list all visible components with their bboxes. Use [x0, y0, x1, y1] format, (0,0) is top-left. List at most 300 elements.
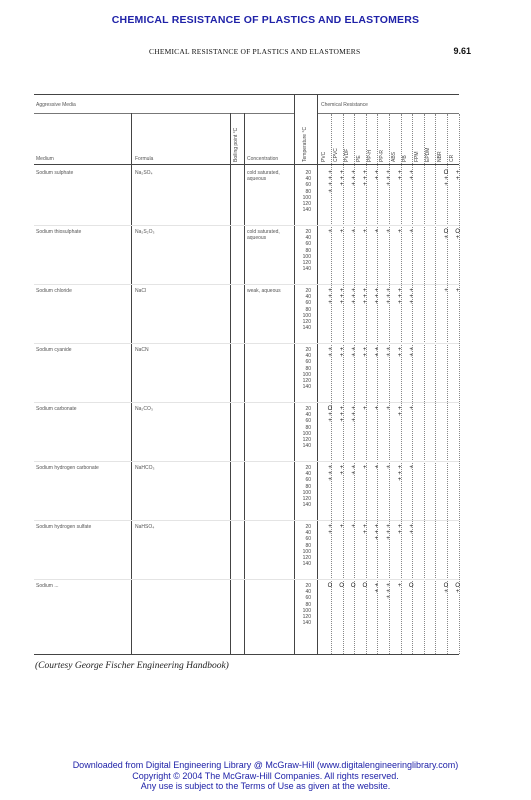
rating-symbol: +: [386, 294, 390, 301]
rating-symbol: +: [374, 288, 379, 294]
resistance-ratings: [360, 288, 370, 307]
resistance-ratings: [395, 465, 405, 484]
resistance-ratings: [325, 406, 335, 425]
row-separator: [34, 343, 459, 344]
header-pp-h: PP-H: [367, 150, 374, 162]
resistance-ratings: [406, 288, 416, 307]
temperature-value: 120: [302, 614, 311, 621]
rating-symbol: +: [386, 229, 390, 235]
rating-symbol: +: [386, 353, 390, 360]
footer-line-copyright: Copyright © 2004 The McGraw-Hill Companies. All rights reserved.: [132, 770, 399, 781]
resistance-ratings: [441, 583, 451, 595]
temperature-value: 80: [305, 601, 311, 608]
rating-symbol: +: [363, 465, 367, 471]
rating-symbol: +: [374, 294, 379, 301]
table-top-rule: [34, 94, 459, 95]
resistance-ratings: [371, 170, 381, 182]
header-boiling-point: Boiling point °C: [233, 127, 239, 162]
temperature-value: 120: [302, 378, 311, 385]
resistance-ratings: [383, 465, 393, 471]
resistance-ratings: [441, 229, 451, 241]
row-separator: [34, 225, 459, 226]
rating-symbol: +: [386, 595, 390, 602]
rating-symbol: +: [397, 170, 402, 176]
formula: NaCl: [135, 288, 147, 294]
rating-symbol: +: [386, 182, 390, 189]
concentration: weak, aqueous: [247, 288, 281, 294]
medium-name: Sodium chloride: [36, 288, 72, 294]
row-separator: [34, 579, 459, 580]
rating-symbol: +: [328, 477, 332, 484]
rating-symbol: +: [374, 347, 379, 353]
formula: NaCN: [135, 347, 149, 353]
resistance-ratings: [337, 170, 347, 189]
medium-name: Sodium sulphate: [36, 170, 74, 176]
temperature-value: 20: [305, 288, 311, 294]
temperature-value: 120: [302, 437, 311, 444]
resistance-ratings: [360, 465, 370, 471]
rating-symbol: +: [397, 530, 402, 537]
resistance-ratings: [348, 288, 358, 307]
rating-symbol: +: [444, 235, 448, 242]
rating-symbol: +: [339, 412, 344, 419]
temperature-value: 60: [305, 595, 311, 602]
rating-symbol: +: [386, 524, 390, 530]
resistance-ratings: [325, 524, 335, 536]
resistance-ratings: [360, 170, 370, 189]
temperature-value: 120: [302, 201, 311, 208]
temperature-value: 60: [305, 359, 311, 366]
resistance-col-guide: [412, 114, 413, 654]
rating-symbol: +: [397, 465, 402, 471]
rating-symbol: +: [409, 176, 413, 183]
header-nbr: NBR: [437, 151, 443, 162]
temperature-list: [297, 288, 311, 331]
resistance-ratings: [325, 288, 335, 307]
resistance-ratings: [337, 465, 347, 477]
col-divider-formula: [131, 113, 132, 654]
resistance-ratings: [453, 229, 463, 241]
rating-symbol: +: [397, 294, 402, 301]
resistance-ratings: [383, 406, 393, 412]
rating-symbol: +: [351, 294, 355, 301]
rating-symbol: +: [397, 406, 402, 412]
temperature-value: 20: [305, 465, 311, 471]
col-divider-temperature: [294, 94, 295, 654]
rating-symbol: +: [397, 471, 402, 478]
resistance-ratings: [348, 347, 358, 359]
rating-symbol: +: [363, 182, 367, 189]
temperature-value: 60: [305, 418, 311, 425]
resistance-ratings: [383, 229, 393, 235]
rating-symbol: O: [455, 229, 460, 235]
temperature-value: 40: [305, 471, 311, 478]
temperature-value: 80: [305, 424, 311, 431]
rating-symbol: +: [455, 170, 460, 176]
rating-symbol: +: [351, 406, 355, 412]
rating-symbol: +: [444, 182, 448, 189]
rating-symbol: +: [328, 294, 332, 301]
temperature-value: 100: [302, 371, 311, 378]
rating-symbol: +: [363, 406, 367, 412]
temperature-value: 60: [305, 477, 311, 484]
rating-symbol: +: [374, 583, 379, 589]
rating-symbol: +: [351, 347, 355, 353]
row-separator: [34, 402, 459, 403]
rating-symbol: +: [339, 353, 344, 360]
rating-symbol: +: [409, 530, 413, 537]
resistance-col-guide: [447, 114, 448, 654]
rating-symbol: +: [386, 288, 390, 294]
temperature-value: 20: [305, 524, 311, 530]
resistance-ratings: [348, 406, 358, 425]
temperature-value: 80: [305, 483, 311, 490]
temperature-value: 40: [305, 412, 311, 419]
temperature-value: 20: [305, 170, 311, 176]
temperature-value: 100: [302, 253, 311, 260]
medium-name: Sodium hydrogen carbonate: [36, 465, 99, 471]
rating-symbol: +: [339, 288, 344, 294]
formula: Na₂SO₄: [135, 170, 153, 176]
col-divider-concentration: [244, 113, 245, 654]
resistance-ratings: [453, 288, 463, 294]
temperature-value: 100: [302, 430, 311, 437]
rating-symbol: +: [409, 170, 413, 176]
formula: NaHCO₃: [135, 465, 155, 471]
resistance-ratings: [337, 406, 347, 425]
rating-symbol: +: [386, 465, 390, 471]
rating-symbol: O: [362, 583, 368, 589]
rating-symbol: +: [397, 229, 402, 235]
formula: NaHSO₄: [135, 524, 155, 530]
resistance-ratings: [371, 465, 381, 471]
resistance-ratings: [383, 347, 393, 359]
rating-symbol: +: [328, 288, 332, 294]
resistance-ratings: [406, 170, 416, 182]
rating-symbol: +: [374, 536, 379, 543]
resistance-ratings: [406, 347, 416, 359]
header-pp-r: PP-R: [379, 150, 385, 162]
header-concentration: Concentration: [247, 156, 279, 162]
rating-symbol: +: [386, 347, 390, 353]
rating-symbol: +: [409, 353, 413, 360]
resistance-ratings: [337, 229, 347, 235]
resistance-ratings: [371, 583, 381, 595]
rating-symbol: +: [351, 353, 355, 360]
resistance-col-guide: [366, 114, 367, 654]
header-medium: Medium: [36, 156, 54, 162]
group-rule-left: [34, 113, 294, 114]
resistance-ratings: [348, 583, 358, 589]
rating-symbol: +: [397, 353, 402, 360]
rating-symbol: +: [328, 182, 332, 189]
resistance-ratings: [337, 347, 347, 359]
header-cpvc: CPVC: [332, 148, 339, 162]
resistance-ratings: [348, 229, 358, 235]
resistance-ratings: [395, 347, 405, 359]
medium-name: Sodium thiosulphate: [36, 229, 82, 235]
rating-symbol: +: [444, 589, 448, 596]
rating-symbol: +: [351, 418, 355, 425]
rating-symbol: +: [374, 170, 379, 176]
resistance-ratings: [337, 583, 347, 589]
rating-symbol: +: [409, 465, 413, 471]
temperature-value: 120: [302, 496, 311, 503]
temperature-value: 40: [305, 530, 311, 537]
rating-symbol: +: [339, 170, 344, 176]
temperature-value: 80: [305, 247, 311, 254]
rating-symbol: +: [351, 229, 355, 235]
resistance-ratings: [371, 524, 381, 543]
resistance-ratings: [453, 170, 463, 182]
rating-symbol: +: [455, 235, 460, 242]
resistance-ratings: [371, 229, 381, 235]
rating-symbol: O: [443, 583, 449, 589]
rating-symbol: +: [374, 300, 379, 307]
temperature-value: 40: [305, 176, 311, 183]
rating-symbol: +: [363, 170, 367, 176]
header-pvdf: PVDF: [344, 148, 351, 162]
rating-symbol: +: [444, 176, 448, 183]
rating-symbol: +: [339, 347, 344, 353]
rating-symbol: +: [339, 229, 344, 235]
col-divider-resistance: [317, 94, 318, 654]
temperature-list: [297, 406, 311, 449]
rating-symbol: +: [363, 288, 367, 294]
rating-symbol: +: [351, 182, 355, 189]
header-pe: PE: [355, 155, 362, 162]
rating-symbol: +: [351, 412, 355, 419]
temperature-value: 100: [302, 607, 311, 614]
rating-symbol: +: [374, 589, 379, 596]
col-divider-boiling: [230, 113, 231, 654]
rating-symbol: +: [409, 347, 413, 353]
footer-line-download[interactable]: Downloaded from Digital Engineering Library @ McGraw-Hill (www.digitalengineeringlibrary.com): [72, 760, 459, 770]
resistance-ratings: [360, 583, 370, 589]
temperature-value: 60: [305, 182, 311, 189]
rating-symbol: +: [328, 229, 332, 235]
rating-symbol: +: [363, 176, 367, 183]
formula: Na₂S₂O₃: [135, 229, 155, 235]
temperature-value: 140: [302, 266, 311, 273]
rating-symbol: +: [339, 465, 344, 471]
temperature-list: [297, 170, 311, 213]
rating-symbol: +: [386, 176, 390, 183]
rating-symbol: +: [339, 294, 344, 301]
resistance-ratings: [348, 465, 358, 477]
rating-symbol: +: [455, 176, 460, 183]
rating-symbol: +: [386, 536, 390, 543]
temperature-value: 140: [302, 384, 311, 391]
courtesy-note: (Courtesy George Fischer Engineering Handbook): [35, 661, 229, 671]
temperature-value: 40: [305, 294, 311, 301]
rating-symbol: +: [397, 477, 402, 484]
resistance-ratings: [325, 583, 335, 589]
row-separator: [34, 461, 459, 462]
resistance-ratings: [406, 583, 416, 589]
temperature-list: [297, 524, 311, 567]
temperature-value: 40: [305, 589, 311, 596]
rating-symbol: +: [409, 524, 413, 530]
temperature-value: 140: [302, 561, 311, 568]
rating-symbol: +: [339, 524, 344, 530]
rating-symbol: +: [351, 176, 355, 183]
temperature-value: 100: [302, 548, 311, 555]
header-epdm: EPDM: [425, 147, 432, 162]
temperature-value: 80: [305, 365, 311, 372]
resistance-ratings: [360, 406, 370, 412]
temperature-value: 120: [302, 319, 311, 326]
temperature-list: [297, 229, 311, 272]
rating-symbol: +: [339, 300, 344, 307]
rating-symbol: +: [328, 412, 332, 419]
header-formula: Formula: [135, 156, 154, 162]
resistance-col-guide: [377, 114, 378, 654]
rating-symbol: +: [409, 229, 413, 235]
concentration: cold saturated, aqueous: [247, 229, 280, 241]
resistance-col-guide: [459, 114, 460, 654]
resistance-ratings: [395, 229, 405, 235]
resistance-ratings: [325, 229, 335, 235]
rating-symbol: +: [409, 406, 413, 412]
rating-symbol: +: [328, 188, 332, 195]
rating-symbol: +: [397, 347, 402, 353]
rating-symbol: +: [351, 170, 355, 176]
temperature-value: 100: [302, 194, 311, 201]
formula: Na₂CO₃: [135, 406, 153, 412]
rating-symbol: O: [339, 583, 344, 589]
chemical-resistance-table: [34, 94, 459, 654]
medium-name: Sodium carbonate: [36, 406, 77, 412]
rating-symbol: +: [397, 524, 402, 530]
rating-symbol: +: [363, 347, 367, 353]
rating-symbol: +: [386, 583, 390, 589]
rating-symbol: +: [374, 176, 379, 183]
temperature-value: 80: [305, 542, 311, 549]
medium-name: Sodium hydrogen sulfate: [36, 524, 92, 530]
rating-symbol: +: [386, 406, 390, 412]
rating-symbol: O: [327, 406, 333, 412]
rating-symbol: +: [328, 347, 332, 353]
header-fpm: FPM: [413, 151, 420, 162]
temperature-value: 60: [305, 241, 311, 248]
header-temperature: Temperature °C: [302, 126, 308, 162]
rating-symbol: +: [328, 418, 332, 425]
rating-symbol: +: [455, 589, 460, 596]
group-rule-right: [317, 113, 459, 114]
resistance-ratings: [395, 170, 405, 182]
temperature-value: 140: [302, 207, 311, 214]
resistance-ratings: [383, 170, 393, 189]
rating-symbol: +: [339, 406, 344, 412]
rating-symbol: +: [339, 182, 344, 189]
resistance-ratings: [371, 288, 381, 307]
resistance-ratings: [325, 170, 335, 195]
rating-symbol: +: [409, 288, 413, 294]
rating-symbol: +: [374, 530, 379, 537]
temperature-value: 100: [302, 489, 311, 496]
resistance-col-guide: [424, 114, 425, 654]
resistance-ratings: [325, 465, 335, 484]
resistance-ratings: [383, 288, 393, 307]
temperature-list: [297, 347, 311, 390]
footer-line-terms: Any use is subject to the Terms of Use as given at the website.: [140, 781, 391, 791]
header-pb: PB: [402, 155, 409, 162]
resistance-ratings: [325, 347, 335, 359]
rating-symbol: +: [397, 176, 402, 183]
page-banner: CHEMICAL RESISTANCE OF PLASTICS AND ELASTOMERS: [111, 14, 420, 26]
running-title: CHEMICAL RESISTANCE OF PLASTICS AND ELASTOMERS: [149, 47, 361, 56]
temperature-value: 120: [302, 555, 311, 562]
rating-symbol: +: [409, 294, 413, 301]
rating-symbol: O: [443, 229, 449, 235]
group-label-resistance: Chemical Resistance: [321, 102, 368, 108]
resistance-col-guide: [343, 114, 344, 654]
rating-symbol: O: [408, 583, 414, 589]
temperature-value: 140: [302, 502, 311, 509]
rating-symbol: +: [351, 524, 355, 530]
header-abs: ABS: [390, 151, 397, 162]
rating-symbol: +: [363, 300, 367, 307]
rating-symbol: O: [350, 583, 356, 589]
resistance-ratings: [441, 288, 451, 294]
rating-symbol: +: [339, 418, 344, 425]
rating-symbol: +: [397, 288, 402, 294]
header-cr: CR: [448, 154, 455, 162]
resistance-ratings: [371, 406, 381, 412]
rating-symbol: +: [328, 524, 332, 530]
rating-symbol: +: [328, 300, 332, 307]
rating-symbol: +: [363, 524, 367, 530]
rating-symbol: +: [328, 530, 332, 537]
resistance-ratings: [453, 583, 463, 595]
row-separator: [34, 520, 459, 521]
rating-symbol: O: [327, 583, 333, 589]
rating-symbol: +: [363, 229, 367, 235]
rating-symbol: +: [339, 471, 344, 478]
resistance-ratings: [348, 524, 358, 530]
resistance-ratings: [337, 288, 347, 307]
rating-symbol: +: [363, 530, 367, 537]
resistance-col-guide: [354, 114, 355, 654]
medium-name: Sodium ...: [36, 583, 59, 589]
rating-symbol: +: [328, 176, 332, 183]
resistance-ratings: [406, 406, 416, 412]
temperature-value: 20: [305, 583, 311, 589]
rating-symbol: +: [386, 300, 390, 307]
rating-symbol: +: [397, 300, 402, 307]
temperature-value: 100: [302, 312, 311, 319]
rating-symbol: +: [397, 583, 402, 589]
rating-symbol: +: [351, 288, 355, 294]
rating-symbol: +: [386, 170, 390, 176]
table-bottom-rule: [34, 654, 459, 655]
resistance-ratings: [441, 170, 451, 189]
rating-symbol: +: [363, 294, 367, 301]
temperature-value: 20: [305, 229, 311, 235]
resistance-ratings: [360, 347, 370, 359]
rating-symbol: +: [328, 465, 332, 471]
temperature-list: [297, 583, 311, 626]
rating-symbol: +: [397, 412, 402, 419]
rating-symbol: +: [409, 300, 413, 307]
resistance-col-guide: [331, 114, 332, 654]
download-footer: [0, 760, 531, 792]
temperature-value: 40: [305, 235, 311, 242]
resistance-ratings: [360, 229, 370, 235]
resistance-ratings: [406, 229, 416, 235]
temperature-value: 60: [305, 536, 311, 543]
